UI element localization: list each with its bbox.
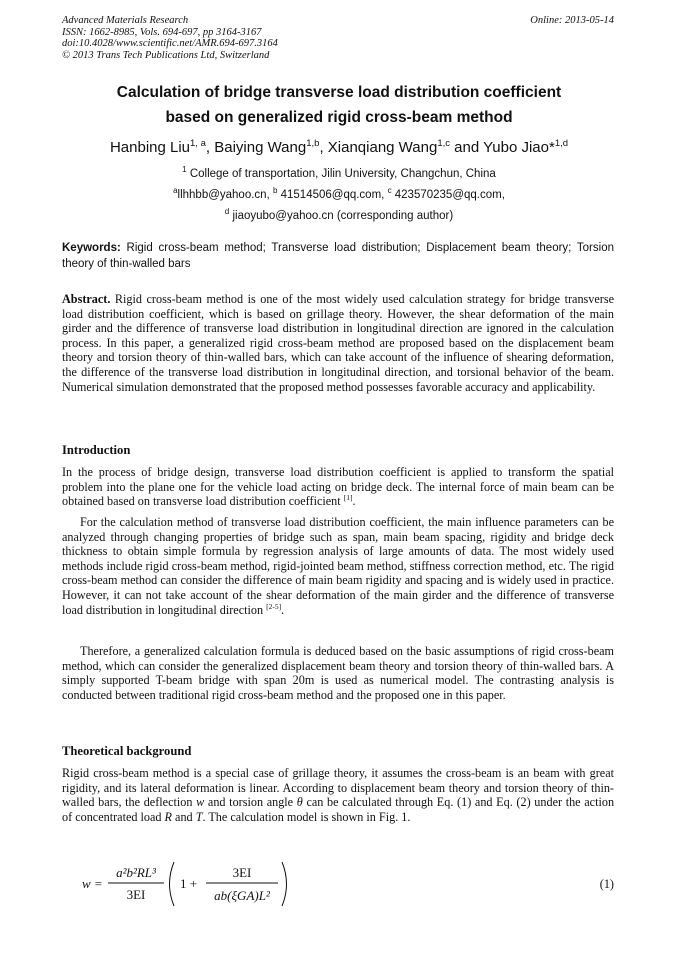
theory-paragraph-1 <box>62 766 614 824</box>
author-affil-sup: 1, a <box>190 138 206 149</box>
variable-w: w <box>196 795 205 810</box>
paragraph-text: and torsion angle <box>207 795 294 810</box>
journal-name: Advanced Materials Research <box>62 15 189 26</box>
paragraph-text: can be calculated through Eq. (1) and Eq. (2) under the action of concentrated load <box>62 795 615 824</box>
variable-R: R <box>164 809 172 824</box>
abstract-text: Rigid cross-beam method is one of the most widely used calculation strategy for bridge transverse load distribution coefficient, which is based on grillage theory. However, the shear deformation of the main girder and the difference of transverse load distribution in longitudinal direction are ignored in the calculation process. In this paper, a generalized rigid cross-beam method are proposed based on the displacement beam theory and torsion theory of thin-walled bars, which can take account of the influence of shearing deformation, the difference of the transverse load distribution in longitudinal direction, and torsional behavior of the beam. Numerical simulation demonstrated that the proposed method possesses favorable accuracy and applicability. <box>62 292 614 394</box>
paper-title <box>62 80 616 130</box>
email-sup: c <box>387 186 392 195</box>
paragraph-text: Therefore, a generalized calculation formula is deduced based on the basic assumptions of rigid cross-beam method, which can consider the generalized displacement beam theory and torsion theory of thin-walled bars. A simply supported T-beam bridge with span 20m is used as numerical model. The contrasting analysis is conducted between traditional rigid cross-beam method and the proposed one in this paper. <box>62 644 614 702</box>
abstract <box>62 292 614 394</box>
abstract-label: Abstract. <box>62 292 111 306</box>
affiliation-sup: 1 <box>182 165 187 174</box>
email-address: jiaoyubo@yahoo.cn (corresponding author) <box>232 209 454 222</box>
keywords-text: Rigid cross-beam method; Transverse load distribution; Displacement beam theory; Torsion theory of thin-walled bars <box>62 242 614 270</box>
introduction-paragraph-1 <box>62 465 614 509</box>
author-affil-sup: 1,c <box>437 138 450 149</box>
left-paren <box>170 862 175 906</box>
introduction-heading: Introduction <box>62 443 131 457</box>
email-sup: a <box>173 186 178 195</box>
title-line-2: based on generalized rigid cross-beam method <box>165 109 513 126</box>
corresponding-star: * <box>548 139 555 156</box>
email-address: 41514506@qq.com, <box>280 188 388 201</box>
equation-numerator: 3EI <box>232 865 252 880</box>
equation-lhs: w = <box>82 876 103 891</box>
affiliation <box>62 165 616 180</box>
email-address: llhhbb@yahoo.cn, <box>177 188 273 201</box>
paragraph-text: Rigid cross-beam method is a special case of grillage theory, it assumes the cross-beam is an beam with great rigidity, and its lateral deformation is linear. According to displacement beam theory and torsion theory of thin-walled bars, the deflection <box>62 766 614 810</box>
theory-heading: Theoretical background <box>62 744 192 758</box>
introduction-paragraph-2 <box>62 515 614 617</box>
paragraph-text: . The calculation model is shown in Fig. 1. <box>202 809 411 824</box>
affiliation-text: College of transportation, Jilin University, Changchun, China <box>189 167 496 180</box>
paragraph-text: and <box>175 809 193 824</box>
author-name: Xianqiang Wang <box>327 139 438 156</box>
variable-theta: θ <box>296 795 303 810</box>
equation-1 <box>62 858 614 910</box>
author-list <box>62 138 616 156</box>
online-date: Online: 2013-05-14 <box>530 15 614 26</box>
author-name: Baiying Wang <box>214 139 307 156</box>
author-affil-sup: 1,d <box>554 138 569 149</box>
author-separator: , <box>319 139 328 156</box>
right-paren <box>282 862 287 906</box>
equation-denominator: ab(ξGA)L² <box>214 888 270 903</box>
journal-header <box>62 15 278 61</box>
email-sup: d <box>224 207 230 216</box>
copyright: © 2013 Trans Tech Publications Ltd, Switzerland <box>62 49 270 61</box>
period: . <box>281 602 285 617</box>
author-separator: , <box>205 139 215 156</box>
citation: [2-5] <box>266 601 282 611</box>
email-sup: b <box>272 186 278 195</box>
equation-number: (1) <box>599 877 614 891</box>
author-separator: and <box>450 139 484 156</box>
equation-numerator: a²b²RL³ <box>116 865 156 880</box>
author-affil-sup: 1,b <box>306 138 320 149</box>
corresponding-email <box>62 207 616 222</box>
doi: doi:10.4028/www.scientific.net/AMR.694-697.3164 <box>62 38 278 49</box>
paragraph-text: For the calculation method of transverse load distribution coefficient, the main influence parameters can be analyzed through changing properties of bridge such as span, main beam spacing, rigidity and bridge deck thickness to obtain simple formula by regression analysis of large amounts of data. The most widely used methods include rigid cross-beam method, rigid-jointed beam method, stiffness correction method, etc. The rigid cross-beam method can consider the difference of main beam rigidity and spacing and is widely used in practice. However, it can not take account of the shear deformation of the main girder and the difference of transverse load distribution in longitudinal direction <box>62 515 614 617</box>
one-plus: 1 + <box>180 876 198 891</box>
keywords <box>62 240 614 272</box>
author-name: Hanbing Liu <box>109 139 191 156</box>
issn: ISSN: 1662-8985, Vols. 694-697, pp 3164-3167 <box>62 26 262 38</box>
email-line <box>62 186 616 201</box>
email-address: 423570235@qq.com, <box>394 188 505 201</box>
author-name: Yubo Jiao <box>483 139 549 156</box>
keywords-label: Keywords: <box>62 242 121 254</box>
introduction-paragraph-3 <box>62 644 614 702</box>
title-line-1: Calculation of bridge transverse load distribution coefficient <box>116 84 562 101</box>
equation-denominator: 3EI <box>126 887 146 902</box>
variable-T: T <box>195 809 203 824</box>
citation: [1] <box>343 493 353 503</box>
period: . <box>352 494 356 509</box>
paragraph-text: In the process of bridge design, transverse load distribution coefficient is applied to transform the spatial problem into the plane one for the vehicle load acting on bridge deck. The internal force of main beam can be obtained based on transverse load distribution coefficient <box>62 465 614 509</box>
